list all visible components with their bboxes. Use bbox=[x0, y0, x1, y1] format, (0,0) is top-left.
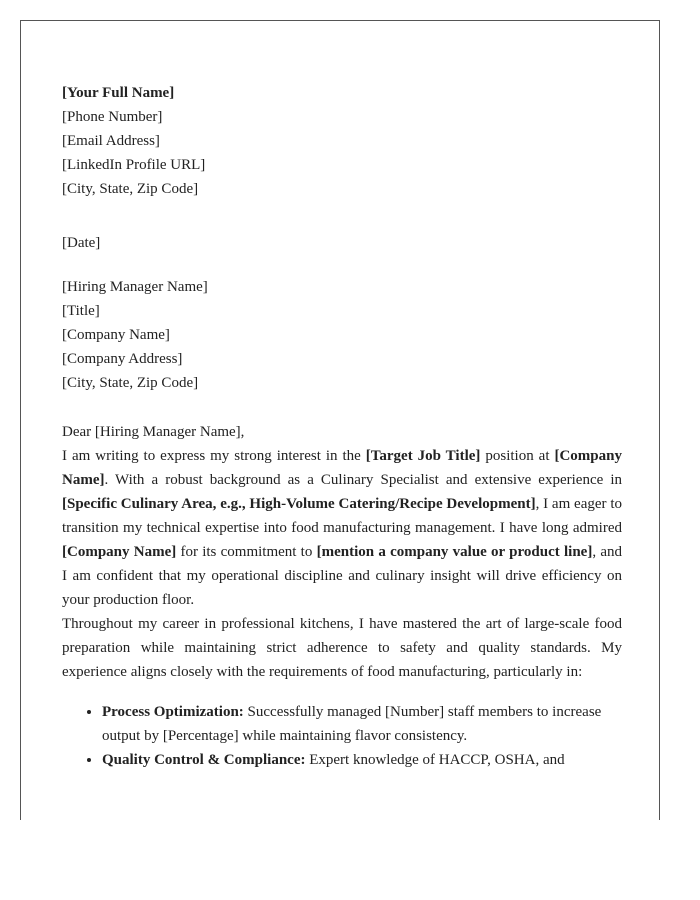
qualification-list bbox=[62, 700, 622, 772]
bullet-text: Successfully managed [Number] staff members to increase output by [Percentage] while maintaining flavor consistency. bbox=[102, 704, 602, 744]
sender-block bbox=[62, 81, 622, 201]
list-item bbox=[102, 700, 622, 748]
salutation: Dear [Hiring Manager Name], bbox=[62, 424, 245, 440]
p1-text-6: , and I am confident that my operational discipline and culinary insight will drive efficiency on your production floor. bbox=[62, 544, 622, 608]
recipient-block bbox=[62, 275, 622, 395]
p1-text-5: for its commitment to bbox=[176, 544, 317, 560]
sender-linkedin: [LinkedIn Profile URL] bbox=[62, 157, 206, 173]
p1-bold-culinary-area: [Specific Culinary Area, e.g., High-Volume Catering/Recipe Development] bbox=[62, 496, 536, 512]
body-paragraph-2: Throughout my career in professional kitchens, I have mastered the art of large-scale food preparation while maintaining strict adherence to safety and quality standards. My experience aligns closely with the requirements of food manufacturing, particularly in: bbox=[62, 616, 622, 680]
recipient-name: [Hiring Manager Name] bbox=[62, 279, 208, 295]
recipient-title: [Title] bbox=[62, 303, 100, 319]
letter-date: [Date] bbox=[62, 235, 101, 251]
p1-text-1: I am writing to express my strong interest in the bbox=[62, 448, 366, 464]
date-block bbox=[62, 231, 622, 255]
sender-email: [Email Address] bbox=[62, 133, 160, 149]
letter-page bbox=[20, 20, 660, 820]
bullet-label: Quality Control & Compliance: bbox=[102, 752, 306, 768]
bullet-label: Process Optimization: bbox=[102, 704, 244, 720]
p1-text-4: , I am eager to transition my technical expertise into food manufacturing management. I have long admired bbox=[62, 496, 622, 536]
p1-bold-target-job-title: [Target Job Title] bbox=[365, 448, 481, 464]
letter-content bbox=[62, 81, 622, 772]
list-item bbox=[102, 748, 622, 772]
salutation-block bbox=[62, 420, 622, 444]
body-paragraph-1 bbox=[62, 444, 622, 612]
p1-text-3: . With a robust background as a Culinary Specialist and extensive experience in bbox=[104, 472, 622, 488]
p1-bold-company-value: [mention a company value or product line] bbox=[316, 544, 593, 560]
p1-bold-company-name: [Company Name] bbox=[62, 448, 622, 488]
p1-bold-company-name-2: [Company Name] bbox=[62, 544, 177, 560]
sender-name: [Your Full Name] bbox=[62, 85, 175, 101]
p1-text-2: position at bbox=[480, 448, 555, 464]
recipient-location: [City, State, Zip Code] bbox=[62, 375, 199, 391]
sender-location: [City, State, Zip Code] bbox=[62, 181, 199, 197]
bullet-text: Expert knowledge of HACCP, OSHA, and bbox=[305, 752, 565, 768]
recipient-address: [Company Address] bbox=[62, 351, 183, 367]
recipient-company: [Company Name] bbox=[62, 327, 170, 343]
sender-phone: [Phone Number] bbox=[62, 109, 163, 125]
